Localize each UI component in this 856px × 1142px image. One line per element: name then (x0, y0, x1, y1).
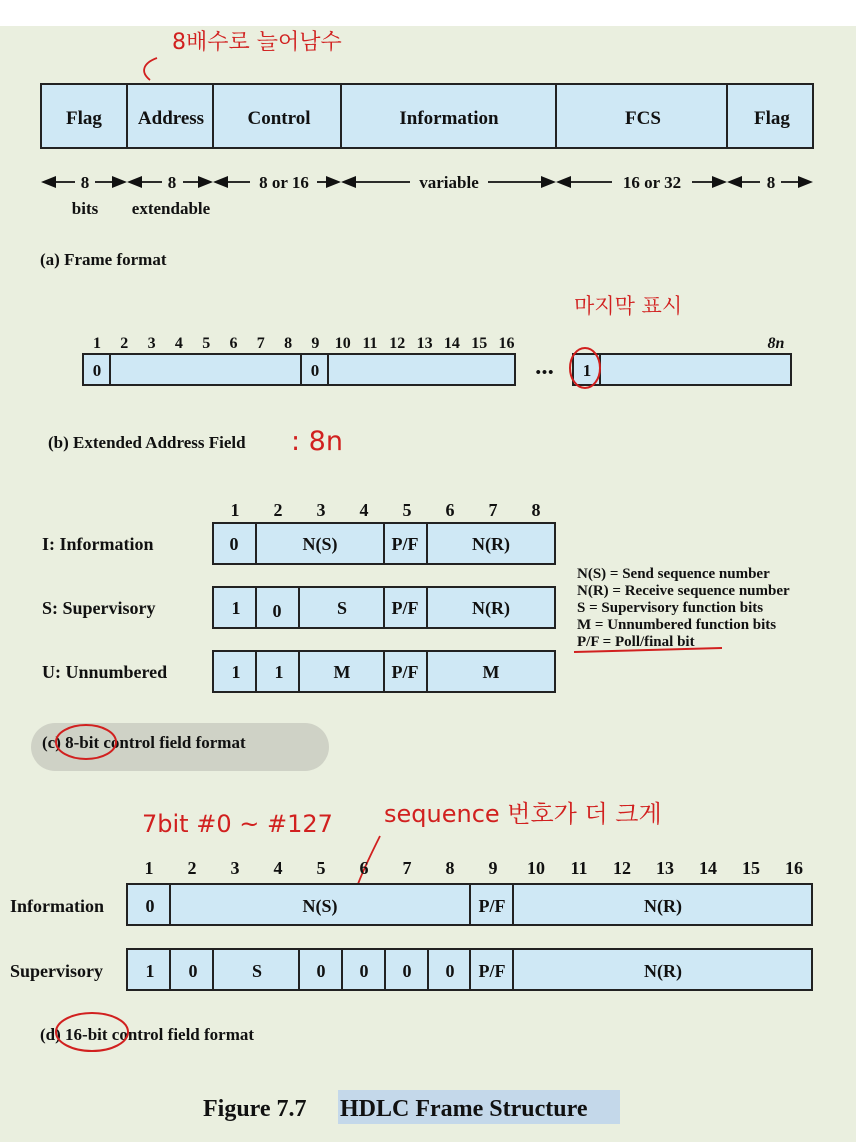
c16-cell: N(R) (644, 896, 682, 916)
ext-note: : 8n (291, 426, 343, 457)
address-note-stroke (144, 58, 157, 80)
bit-number: 8 (445, 858, 455, 878)
bit-number: 5 (402, 500, 412, 520)
c16-cell: P/F (478, 961, 506, 981)
c16-cell: N(R) (644, 961, 682, 981)
bit-number: 6 (359, 858, 369, 878)
size-label-information: variable (419, 173, 479, 192)
c8-cell: 0 (272, 601, 282, 621)
caption-c-rest: control field format (99, 733, 246, 752)
c16-cell: N(S) (302, 896, 338, 916)
bit-number: 4 (174, 335, 183, 352)
bit-number: 3 (230, 858, 240, 878)
c16-cell: 0 (402, 961, 412, 981)
last-bit-note: 마지막 표시 (574, 294, 683, 318)
c8-bit-numbers (231, 500, 541, 520)
frame-label-address: Address (137, 108, 205, 129)
frame-label-flag-end: Flag (754, 108, 790, 129)
bit-number: 12 (389, 335, 406, 352)
c8-cell: N(R) (472, 598, 510, 618)
caption-d-rest: control field format (107, 1025, 255, 1044)
row-label-u-unnumbered: U: Unnumbered (42, 662, 168, 682)
c16-cell: 0 (316, 961, 326, 981)
figure-title (203, 1090, 620, 1124)
bit-number: 9 (311, 335, 320, 352)
c8-cell: P/F (391, 598, 419, 618)
bit-number: 16 (785, 858, 803, 878)
bit-number: 8 (531, 500, 541, 520)
bit-number: 3 (147, 335, 156, 352)
frame-format (40, 30, 813, 269)
bit-number: 3 (316, 500, 326, 520)
c8-cell: 1 (274, 662, 284, 682)
c8-cell: P/F (391, 534, 419, 554)
c16-cell: 1 (145, 961, 155, 981)
size-sublabel-bits: bits (71, 199, 99, 218)
ext-last-octet-bar (573, 354, 791, 385)
caption-c (42, 733, 246, 752)
bit-number: 11 (362, 335, 378, 352)
legend-s: S = Supervisory function bits (577, 600, 764, 616)
bit-number: 9 (488, 858, 498, 878)
bit-number: 4 (273, 858, 283, 878)
bit-number: 2 (187, 858, 197, 878)
c16-cell: 0 (145, 896, 155, 916)
ext-bit-numbers (93, 335, 515, 352)
bit-number: 7 (256, 335, 265, 352)
c8-cell: P/F (391, 662, 419, 682)
bit-number: 12 (613, 858, 631, 878)
size-label-control: 8 or 16 (259, 173, 309, 192)
bit-number: 14 (443, 335, 460, 352)
bit-number: 15 (742, 858, 760, 878)
size-label-address: 8 (167, 173, 177, 192)
caption-d-prefix: (d) (40, 1025, 66, 1044)
size-label-fcs: 16 or 32 (622, 173, 682, 192)
address-note: 8배수로 늘어남수 (172, 30, 342, 55)
legend-ns: N(S) = Send sequence number (577, 566, 770, 582)
hdlc-diagram (0, 26, 856, 1142)
ext-bit-8n: 8n (767, 335, 785, 352)
ext-cell: 1 (582, 361, 592, 380)
row-label-supervisory: Supervisory (10, 961, 104, 981)
frame-label-control: Control (247, 108, 311, 129)
c16-cell: 0 (359, 961, 369, 981)
c8-cell: N(R) (472, 534, 510, 554)
c8-cell: S (336, 598, 348, 618)
sequence-note: sequence 번호가 더 크게 (384, 800, 662, 828)
bit-number: 2 (120, 335, 129, 352)
control-16bit (10, 800, 812, 1051)
bit-number: 10 (527, 858, 545, 878)
size-sublabel-extendable: extendable (131, 199, 211, 218)
caption-d (40, 1025, 254, 1044)
size-label-flag-start: 8 (80, 173, 90, 192)
bit-number: 14 (699, 858, 717, 878)
bit-number: 10 (334, 335, 351, 352)
bit-number: 7 (488, 500, 498, 520)
bit-number: 15 (471, 335, 488, 352)
c8-cell: M (482, 662, 500, 682)
caption-c-prefix: (c) (42, 733, 66, 752)
size-label-flag-end: 8 (766, 173, 776, 192)
bit-number: 6 (445, 500, 455, 520)
ext-cell: 0 (92, 361, 102, 380)
bit-number: 5 (202, 335, 211, 352)
frame-label-flag-start: Flag (66, 108, 102, 129)
caption-b: (b) Extended Address Field (48, 433, 246, 452)
bit-number: 5 (316, 858, 326, 878)
extended-address (48, 294, 791, 457)
row-label-information: Information (10, 896, 104, 916)
bit-number: 16 (498, 335, 515, 352)
bit-number: 13 (656, 858, 674, 878)
c8-cell: M (333, 662, 351, 682)
legend-m: M = Unnumbered function bits (577, 617, 777, 633)
bit-number: 11 (570, 858, 588, 878)
c8-cell: N(S) (302, 534, 338, 554)
c8-cell: 1 (231, 598, 241, 618)
figure-canvas (0, 26, 856, 1142)
range-note: 7bit #0 ~ #127 (142, 810, 333, 838)
bit-number: 1 (230, 500, 240, 520)
caption-d-bits: 16-bit (65, 1025, 108, 1044)
ext-ellipsis: ••• (535, 365, 555, 381)
frame-label-information: Information (399, 108, 499, 129)
frame-label-fcs: FCS (625, 108, 661, 129)
c8-cell: 1 (231, 662, 241, 682)
ext-cell: 0 (310, 361, 320, 380)
bit-number: 2 (273, 500, 283, 520)
caption-c-bits: 8-bit (65, 733, 100, 752)
ext-octet-bar (83, 354, 515, 385)
control-8bit (31, 500, 790, 771)
c16-cell: 0 (188, 961, 198, 981)
bit-number: 1 (144, 858, 154, 878)
figure-number: Figure 7.7 (203, 1096, 307, 1122)
legend-nr: N(R) = Receive sequence number (577, 583, 790, 599)
bit-number: 1 (93, 335, 101, 352)
c16-cell: P/F (478, 896, 506, 916)
legend-pf: P/F = Poll/final bit (577, 634, 695, 650)
bit-number: 8 (284, 335, 293, 352)
bit-number: 13 (416, 335, 433, 352)
figure-title-text: HDLC Frame Structure (340, 1096, 588, 1122)
c16-bit-numbers (145, 858, 804, 878)
caption-a: (a) Frame format (40, 250, 167, 269)
bit-number: 6 (229, 335, 238, 352)
c16-cell: 0 (445, 961, 455, 981)
row-label-s-supervisory: S: Supervisory (42, 598, 156, 618)
row-label-i-information: I: Information (42, 534, 154, 554)
bit-number: 7 (402, 858, 412, 878)
c16-cell: S (251, 961, 263, 981)
c8-cell: 0 (229, 534, 239, 554)
bit-number: 4 (359, 500, 369, 520)
